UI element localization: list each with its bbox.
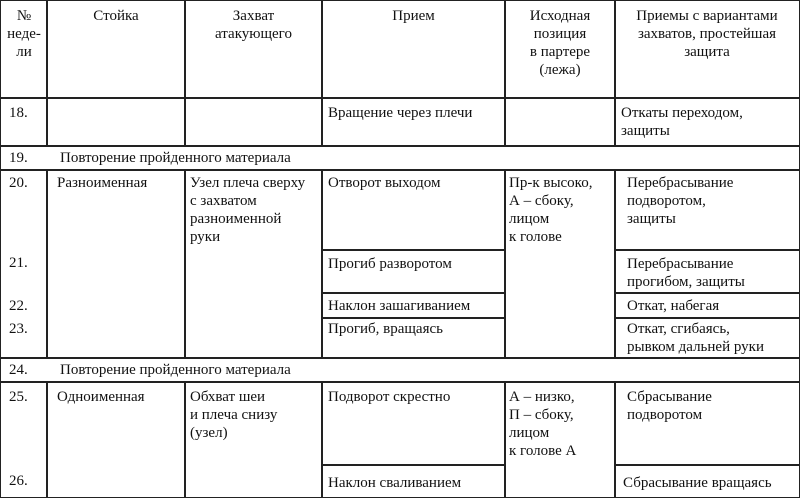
variants-text: Перебрасывание прогибом, защиты — [627, 256, 745, 290]
variants-text: Откаты переходом, защиты — [621, 105, 743, 139]
header-stance — [46, 0, 186, 99]
row26-variants — [614, 464, 800, 498]
row25-variants — [614, 381, 800, 466]
variants-text: Сбрасывание подворотом — [627, 389, 712, 423]
position-text: Пр-к высоко, А – сбоку, лицом к голове — [509, 175, 593, 245]
week-number: 22. — [9, 298, 28, 314]
week-number: 19. — [9, 150, 28, 166]
technique-text: Прогиб разворотом — [328, 256, 452, 272]
header-label: № неде- ли — [7, 8, 41, 60]
row18-variants — [614, 97, 800, 147]
row26-technique — [321, 464, 506, 498]
week-number: 20. — [9, 175, 28, 191]
header-label: Приемы с вариантами захватов, простейшая защита — [636, 8, 778, 60]
row25-stance — [46, 381, 186, 498]
rows25-26-num — [0, 381, 48, 498]
row22-variants — [614, 292, 800, 319]
week-number: 25. — [9, 389, 28, 405]
header-grip — [184, 0, 323, 99]
row25-grip — [184, 381, 323, 498]
row18-technique — [321, 97, 506, 147]
row25-position — [504, 381, 616, 498]
review-text: Повторение пройденного материала — [60, 150, 291, 166]
week-number: 18. — [9, 105, 28, 121]
header-variants — [614, 0, 800, 99]
row24 — [0, 357, 800, 383]
row20-technique — [321, 169, 506, 251]
week-number: 21. — [9, 255, 28, 271]
row20-position — [504, 169, 616, 359]
row21-technique — [321, 249, 506, 294]
variants-text: Откат, сгибаясь, рывком дальней руки — [627, 321, 764, 355]
review-text: Повторение пройденного материала — [60, 362, 291, 378]
header-position — [504, 0, 616, 99]
row20-grip — [184, 169, 323, 359]
row23-technique — [321, 317, 506, 359]
row18-stance — [46, 97, 186, 147]
week-number: 23. — [9, 321, 28, 337]
stance-text: Разноименная — [57, 175, 148, 191]
row18-position — [504, 97, 616, 147]
header-label: Стойка — [93, 8, 139, 24]
header-label: Захват атакующего — [215, 8, 292, 42]
technique-text: Вращение через плечи — [328, 105, 473, 121]
header-technique — [321, 0, 506, 99]
row25-technique — [321, 381, 506, 466]
header-week — [0, 0, 48, 99]
variants-text: Сбрасывание вращаясь — [623, 475, 772, 491]
header-label: Исходная позиция в партере (лежа) — [529, 8, 591, 78]
row18-grip — [184, 97, 323, 147]
row21-variants — [614, 249, 800, 294]
rows20-23-num — [0, 169, 48, 359]
grip-text: Узел плеча сверху с захватом разноименной руки — [190, 175, 306, 245]
header-label: Прием — [392, 8, 435, 24]
row23-variants — [614, 317, 800, 359]
variants-text: Перебрасывание подворотом, защиты — [627, 175, 734, 227]
week-number: 26. — [9, 473, 28, 489]
week-number: 24. — [9, 362, 28, 378]
technique-text: Прогиб, вращаясь — [328, 321, 443, 337]
row22-technique — [321, 292, 506, 319]
position-text: А – низко, П – сбоку, лицом к голове А — [509, 389, 577, 459]
stance-text: Одноименная — [57, 389, 145, 405]
technique-text: Наклон зашагиванием — [328, 298, 471, 314]
row18-num — [0, 97, 48, 147]
technique-text: Отворот выходом — [328, 175, 441, 191]
row20-stance — [46, 169, 186, 359]
technique-text: Наклон сваливанием — [328, 475, 462, 491]
technique-text: Подворот скрестно — [328, 389, 451, 405]
grip-text: Обхват шеи и плеча снизу (узел) — [190, 389, 278, 441]
variants-text: Откат, набегая — [627, 298, 720, 314]
row20-variants — [614, 169, 800, 251]
row19 — [0, 145, 800, 171]
